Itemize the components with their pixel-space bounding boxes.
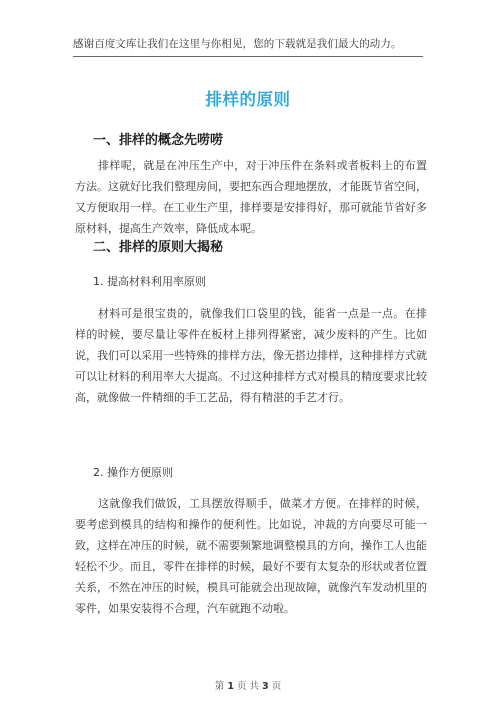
subsection-label-operation: 2. 操作方便原则 <box>93 466 173 479</box>
page-footer <box>0 678 496 692</box>
subsection-paragraph-operation: 这就像我们做饭，工具摆放得顺手，做菜才方便。在排样的时候，要考虑到模具的结构和操作的便利性。比如说，冲裁的方向要尽可能一致，这样在冲压的时候，就不需要频繁地调整模具的方向，操作工人也能轻松不少。而且，零件在排样的时候，最好不要有太复杂的形状或者位置关系，不然在冲压的时候，模具可能就会出现故障，就像汽车发动机里的零件，如果安装得不合理，汽车就跑不动啦。 <box>75 497 427 615</box>
subsection-label-material: 1. 提高材料利用率原则 <box>93 275 206 288</box>
footer-total-pages: 3 <box>262 681 269 692</box>
section-paragraph-concept: 排样呢，就是在冲压生产中，对于冲压件在条料或者板料上的布置方法。这就好比我们整理房间，要把东西合理地摆放，才能既节省空间，又方便取用一样。在工业生产里，排样要是安排得好，那可就能节省好多原材料，提高生产效率，降低成本呢。 <box>75 159 427 235</box>
header-divider <box>73 56 423 57</box>
footer-middle: 页 共 <box>236 681 260 692</box>
footer-suffix: 页 <box>271 681 282 692</box>
footer-page-number: 1 <box>227 681 234 692</box>
header-note: 感谢百度文库让我们在这里与你相见，您的下载就是我们最大的动力。 <box>73 38 402 50</box>
footer-prefix: 第 <box>214 681 225 692</box>
section-heading-concept: 一、排样的概念先唠唠 <box>93 133 224 148</box>
document-title: 排样的原则 <box>205 90 291 109</box>
section-heading-principles: 二、排样的原则大揭秘 <box>93 240 224 255</box>
subsection-paragraph-material: 材料可是很宝贵的，就像我们口袋里的钱，能省一点是一点。在排样的时候，要尽量让零件在板材上排列得紧密，减少废料的产生。比如说，我们可以采用一些特殊的排样方法，像无搭边排样，这种排样方式就可以让材料的利用率大大提高。不过这种排样方式对模具的精度要求比较高，就像做一件精细的手工艺品，得有精湛的手艺才行。 <box>75 307 427 404</box>
